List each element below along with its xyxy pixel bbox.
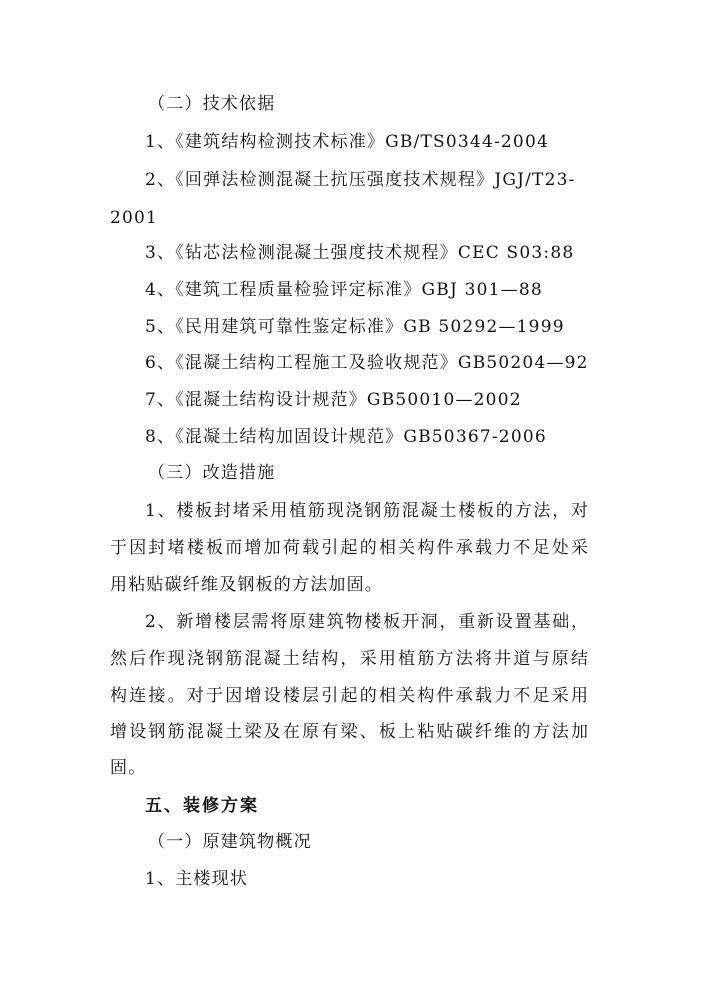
reference-item-8: 8、《混凝土结构加固设计规范》GB50367-2006	[145, 427, 547, 447]
measure-2-line-2: 然后作现浇钢筋混凝土结构，采用植筋方法将井道与原结	[110, 649, 588, 669]
measure-2-line-5: 固。	[110, 758, 147, 778]
reference-item-6: 6、《混凝土结构工程施工及验收规范》GB50204—92	[145, 353, 589, 373]
reference-item-2-continued: 2001	[110, 208, 159, 228]
measure-1-line-3: 用粘贴碳纤维及钢板的方法加固。	[110, 575, 383, 595]
measure-2-line-3: 构连接。对于因增设楼层引起的相关构件承载力不足采用	[110, 686, 588, 706]
measure-2-line-1: 2、新增楼层需将原建筑物楼板开洞，重新设置基础，	[145, 612, 588, 632]
section-heading-renovation-measures: （三）改造措施	[148, 463, 276, 483]
measure-1-line-1: 1、楼板封堵采用植筋现浇钢筋混凝土楼板的方法，对	[145, 501, 588, 521]
reference-item-3: 3、《钻芯法检测混凝土强度技术规程》CEC S03:88	[145, 243, 575, 263]
section-heading-building-overview: （一）原建筑物概况	[148, 832, 312, 852]
reference-item-2: 2、《回弹法检测混凝土抗压强度技术规程》JGJ/T23-	[145, 170, 576, 190]
reference-item-7: 7、《混凝土结构设计规范》GB50010—2002	[145, 390, 522, 410]
reference-item-4: 4、《建筑工程质量检验评定标准》GBJ 301—88	[145, 280, 543, 300]
subsection-main-building-status: 1、主楼现状	[145, 869, 249, 889]
reference-item-1: 1、《建筑结构检测技术标准》GB/TS0344-2004	[145, 132, 549, 152]
measure-2-line-4: 增设钢筋混凝土梁及在原有梁、板上粘贴碳纤维的方法加	[110, 722, 588, 742]
reference-item-5: 5、《民用建筑可靠性鉴定标准》GB 50292—1999	[145, 317, 565, 337]
section-heading-technical-basis: （二）技术依据	[148, 94, 276, 114]
measure-1-line-2: 于因封堵楼板而增加荷载引起的相关构件承载力不足处采	[110, 538, 588, 558]
chapter-heading-decoration-plan: 五、装修方案	[145, 796, 259, 816]
